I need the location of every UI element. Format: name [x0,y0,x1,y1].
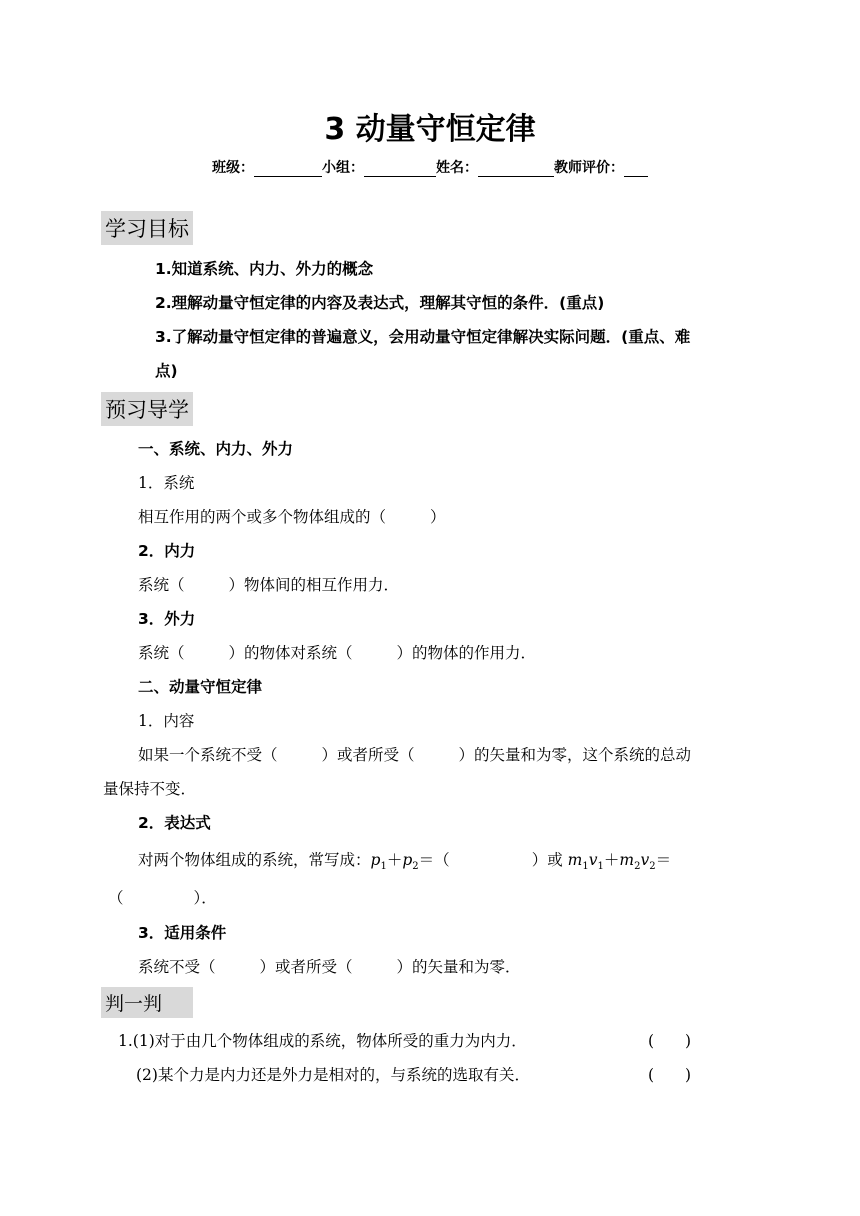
eval-label: 教师评价： [554,160,624,176]
goal-2: 2.理解动量守恒定律的内容及表达式，理解其守恒的条件．(重点) [155,294,605,312]
item-expression-title: 2．表达式 [138,814,211,832]
item-condition-title: 3．适用条件 [138,924,227,942]
judge-item-1: 1.(1)对于由几个物体组成的系统，物体所受的重力为内力． [118,1032,527,1050]
class-blank[interactable] [254,162,322,177]
group-blank[interactable] [364,162,436,177]
name-blank[interactable] [478,162,554,177]
item-external-title: 3．外力 [138,610,196,628]
goal-3: 3.了解动量守恒定律的普遍意义，会用动量守恒定律解决实际问题．(重点、难 [155,328,691,346]
heading-system-forces: 一、系统、内力、外力 [138,440,294,458]
item-external-text: 系统（ ）的物体对系统（ ）的物体的作用力． [138,644,537,662]
judge-item-2: (2)某个力是内力还是外力是相对的，与系统的选取有关． [136,1066,530,1084]
name-label: 姓名： [436,160,478,176]
section-judge: 判一判 [101,987,193,1018]
judge-answer-2[interactable]: ( ) [648,1066,692,1084]
item-internal-title: 2．内力 [138,542,196,560]
item-content-text: 如果一个系统不受（ ）或者所受（ ）的矢量和为零，这个系统的总动 [138,746,692,764]
item-system-text: 相互作用的两个或多个物体组成的（ ） [138,508,446,526]
item-condition-text: 系统不受（ ）或者所受（ ）的矢量和为零． [138,958,521,976]
heading-conservation: 二、动量守恒定律 [138,678,263,696]
group-label: 小组： [322,160,364,176]
item-content-text-cont: 量保持不变． [103,780,197,798]
eval-blank[interactable] [624,162,648,177]
formula-p: $p_1+p_2=$ [370,851,435,873]
item-system-title: 1．系统 [138,474,195,492]
page-title: 3 动量守恒定律 [324,112,536,147]
formula-mv: $m_1v_1+m_2v_2=$ [567,851,672,873]
section-preview: 预习导学 [101,392,193,426]
student-info-line [0,157,860,177]
section-goals: 学习目标 [101,211,193,245]
goal-3-cont: 点) [155,362,178,380]
item-content-title: 1．内容 [138,712,195,730]
item-expression-text: 对两个物体组成的系统，常写成：$p_1+p_2=$（ ）或 $m_1v_1+m_2v_2=$ [138,851,672,873]
judge-answer-1[interactable]: ( ) [648,1032,692,1050]
item-expression-text-cont: （ ）． [108,889,217,907]
class-label: 班级： [212,160,254,176]
item-internal-text: 系统（ ）物体间的相互作用力． [138,576,400,594]
goal-1: 1.知道系统、内力、外力的概念 [155,260,374,278]
